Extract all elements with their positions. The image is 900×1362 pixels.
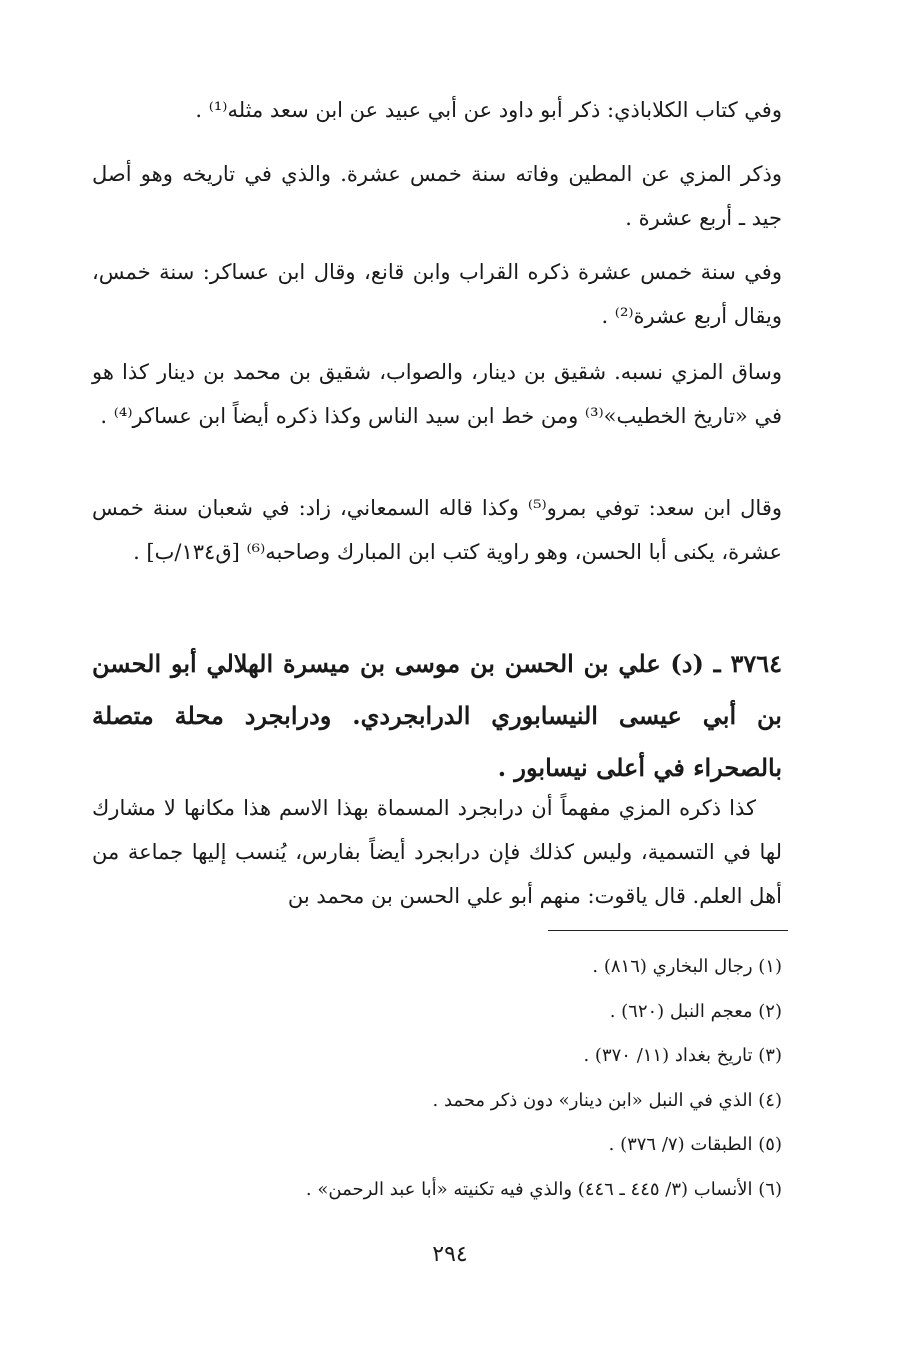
paragraph-lineage: وساق المزي نسبه. شقيق بن دينار، والصواب، شقيق بن محمد بن دينار كذا هو في «تاريخ الخطيب»⁽³⁾ ومن خط ابن سيد الناس وكذا ذكره أيضاً ابن عساكر⁽⁴⁾ . — [92, 360, 782, 428]
footnote-divider — [548, 930, 788, 931]
footnote-2: (٢) معجم النبل (٦٢٠) . — [609, 1000, 782, 1022]
footnote-6: (٦) الأنساب (٣/ ٤٤٥ ـ ٤٤٦) والذي فيه تكنيته «أبا عبد الرحمن» . — [305, 1178, 782, 1200]
paragraph-darabjird: كذا ذكره المزي مفهماً أن درابجرد المسماة بهذا الاسم هذا مكانها لا مشارك لها في التسمية، وليس كذلك فإن درابجرد أيضاً بفارس، يُنسب إليها جماعة من أهل العلم. قال ياقوت: منهم أبو علي الحسن بن محمد بن — [92, 796, 782, 908]
biography-entry-heading: ٣٧٦٤ ـ (د) علي بن الحسن بن موسى بن ميسرة الهلالي أبو الحسن بن أبي عيسى النيسابوري الدرابجردي. ودرابجرد محلة متصلة بالصحراء في أعلى نيسابور . — [92, 649, 782, 782]
paragraph-kalabadhi: وفي كتاب الكلاباذي: ذكر أبو داود عن أبي عبيد عن ابن سعد مثله⁽¹⁾ . — [195, 98, 782, 122]
paragraph-ibn-sad: وقال ابن سعد: توفي بمرو⁽⁵⁾ وكذا قاله السمعاني، زاد: في شعبان سنة خمس عشرة، يكنى أبا الحسن، وهو راوية كتب ابن المبارك وصاحبه⁽⁶⁾ [ق١٣٤/ب] . — [92, 496, 783, 564]
footnotes — [92, 945, 782, 1212]
page-number: ٢٩٤ — [432, 1242, 468, 1267]
paragraph-year-fifteen: وفي سنة خمس عشرة ذكره القراب وابن قانع، وقال ابن عساكر: سنة خمس، ويقال أربع عشرة⁽²⁾ . — [92, 260, 782, 328]
footnote-1: (١) رجال البخاري (٨١٦) . — [592, 956, 782, 977]
footnote-3: (٣) تاريخ بغداد (١١/ ٣٧٠) . — [583, 1045, 782, 1066]
footnote-5: (٥) الطبقات (٧/ ٣٧٦) . — [608, 1134, 782, 1155]
footnote-4: (٤) الذي في النبل «ابن دينار» دون ذكر محمد . — [432, 1089, 782, 1111]
paragraph-mizzi-death: وذكر المزي عن المطين وفاته سنة خمس عشرة. والذي في تاريخه وهو أصل جيد ـ أربع عشرة . — [92, 162, 782, 230]
